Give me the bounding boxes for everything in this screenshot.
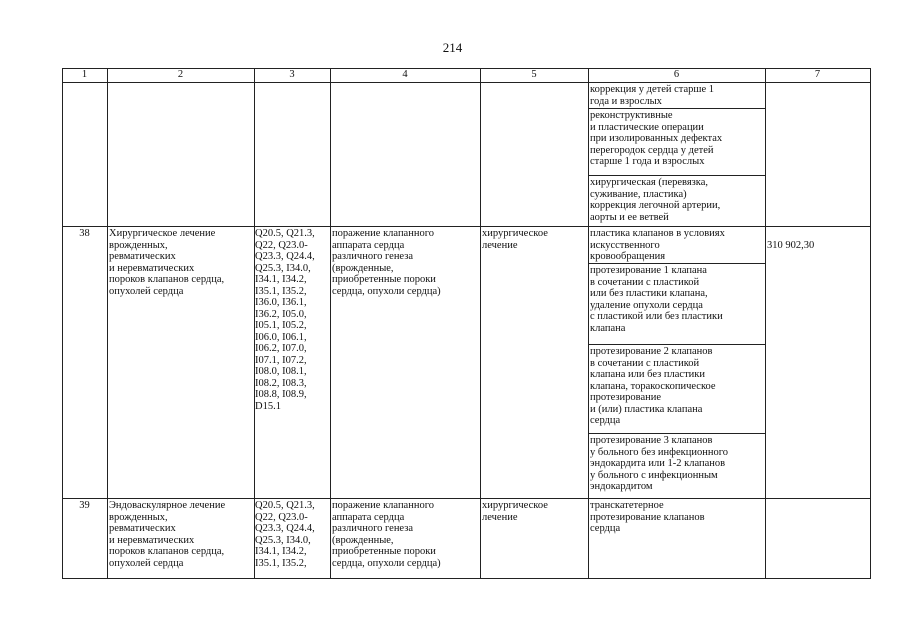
header-col-5: 5 [531, 69, 537, 80]
column-divider [765, 68, 766, 579]
subrow-divider [588, 263, 765, 264]
header-col-1: 1 [81, 69, 88, 80]
column-divider [480, 68, 481, 579]
row-number: 38 [79, 228, 90, 239]
row-divider [62, 498, 870, 499]
method-cell: транскатетерное протезирование клапанов сердца [590, 500, 705, 534]
row-divider [62, 226, 870, 227]
table-right-border [870, 68, 871, 579]
subrow-divider [588, 108, 765, 109]
method-cell: протезирование 1 клапана в сочетании с пластикой или без пластики клапана, удаление опухоли сердца с пластикой или без пластики клапана [590, 265, 723, 334]
method-cell: протезирование 3 клапанов у больного без инфекционного эндокардита или 1-2 клапанов у больного с инфекционным эндокардитом [590, 435, 728, 492]
header-bottom-border [62, 82, 870, 83]
page-number: 214 [442, 40, 463, 55]
subrow-divider [588, 433, 765, 434]
treatment-name: Эндоваскулярное лечение врожденных, ревматических и неревматических пороков клапанов сердца, опухолей сердца [109, 500, 226, 569]
method-cell: пластика клапанов в условиях искусственного кровообращения [590, 228, 725, 262]
table-bottom-border [62, 578, 870, 579]
header-col-7: 7 [814, 69, 821, 80]
subrow-divider [588, 175, 765, 176]
column-divider [330, 68, 331, 579]
method-cell: протезирование 2 клапанов в сочетании с пластикой клапана или без пластики клапана, торакоскопическое протезирование и (или) пластика клапана сердца [590, 346, 716, 426]
patient-model: поражение клапанного аппарата сердца различного генеза (врожденные, приобретенные пороки сердца, опухоли сердца) [332, 228, 441, 297]
icd-codes: Q20.5, Q21.3, Q22, Q23.0- Q23.3, Q24.4, Q25.3, I34.0, I34.1, I34.2, I35.1, I35.2, I36.0, I36.1, I36.2, I05.0, I05.1, I05.2, I06.0, I06.1, I06.2, I07.0, I07.1, I07.2, I08.0, I08.1, I08.2, I08.3, I08.8, I08.9, D15.1 [255, 228, 315, 412]
cost-value: 310 902,30 [767, 240, 815, 251]
column-divider [588, 68, 589, 579]
treatment-type: хирургическое лечение [482, 228, 548, 251]
row-number: 39 [79, 500, 90, 511]
header-col-2: 2 [177, 69, 184, 80]
method-cell: хирургическая (перевязка, суживание, пластика) коррекция легочной артерии, аорты и ее ветвей [590, 177, 721, 223]
icd-codes: Q20.5, Q21.3, Q22, Q23.0- Q23.3, Q24.4, Q25.3, I34.0, I34.1, I34.2, I35.1, I35.2, [255, 500, 315, 569]
treatment-type: хирургическое лечение [482, 500, 548, 523]
column-divider [107, 68, 108, 579]
header-col-3: 3 [289, 69, 295, 80]
header-col-4: 4 [402, 69, 408, 80]
header-col-6: 6 [673, 69, 680, 80]
method-cell: коррекция у детей старше 1 года и взрослых [590, 84, 715, 107]
method-cell: реконструктивные и пластические операции при изолированных дефектах перегородок сердца у детей старше 1 года и взрослых [590, 110, 723, 167]
subrow-divider [588, 344, 765, 345]
treatment-name: Хирургическое лечение врожденных, ревматических и неревматических пороков клапанов сердца, опухолей сердца [109, 228, 225, 297]
patient-model: поражение клапанного аппарата сердца различного генеза (врожденные, приобретенные пороки сердца, опухоли сердца) [332, 500, 441, 569]
